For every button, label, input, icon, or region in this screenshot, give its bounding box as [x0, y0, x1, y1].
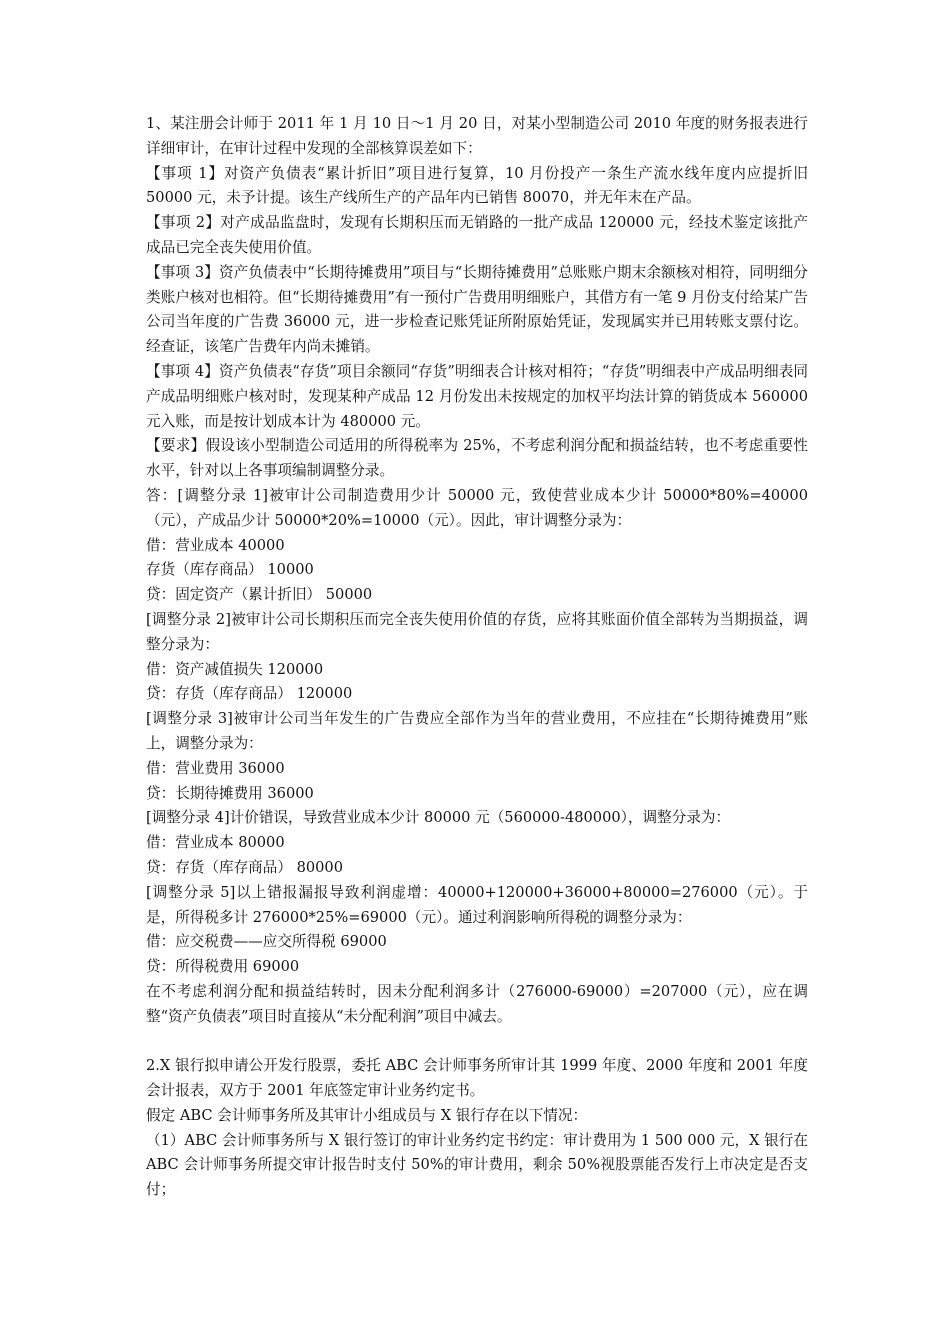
journal-line: 贷：存货（库存商品） 120000: [146, 685, 353, 703]
question-1-intro: 1、某注册会计师于 2011 年 1 月 10 日～1 月 20 日，对某小型制造公司 2010 年度的财务报表进行详细审计，在审计过程中发现的全部核算误差如下：: [146, 115, 808, 157]
item-4: 【事项 4】资产负债表“存货”项目余额同“存货”明细表合计核对相符；“存货”明细表中产成品明细表同产成品明细账户核对时，发现某种产成品 12 月份发出未按规定的加权平均法计算的销货成本 560000 元入账，而是按计划成本计为 480000 元。: [146, 362, 808, 430]
answer-entry-5: [调整分录 5]以上错报漏报导致利润虚增：40000+120000+36000+80000=276000（元）。于是，所得税多计 276000*25%=69000（元）。通过利润影响所得税的调整分录为：: [146, 883, 808, 926]
answer-entry-1: 答：[调整分录 1]被审计公司制造费用少计 50000 元，致使营业成本少计 50000*80%=40000（元），产成品少计 50000*20%=10000（元）。因此，审计调整分录为：: [146, 486, 808, 529]
journal-line: 贷：长期待摊费用 36000: [146, 784, 314, 802]
answer-conclusion: 在不考虑利润分配和损益结转时，因未分配利润多计（276000-69000）=207000（元），应在调整“资产负债表”项目时直接从“未分配利润”项目中减去。: [146, 982, 808, 1025]
journal-line: 贷：固定资产（累计折旧） 50000: [146, 586, 373, 604]
item-2: 【事项 2】对产成品监盘时，发现有长期积压而无销路的一批产成品 120000 元，经技术鉴定该批产成品已完全丧失使用价值。: [146, 214, 808, 256]
item-3: 【事项 3】资产负债表中“长期待摊费用”项目与“长期待摊费用”总账账户期末余额核对相符，同明细分类账户核对也相符。但“长期待摊费用”有一预付广告费用明细账户，其借方有一笔 9 月份支付给某广告公司当年度的广告费 36000 元，进一步检查记账凭证所附原始凭证，发现属实并已用转账支票付讫。 经查证，该笔广告费年内尚未摊销。: [146, 263, 808, 356]
journal-line: 存货（库存商品） 10000: [146, 561, 314, 579]
journal-line: 借：营业成本 80000: [146, 834, 285, 852]
answer-entry-2: [调整分录 2]被审计公司长期积压而完全丧失使用价值的存货，应将其账面价值全部转为当期损益，调整分录为：: [146, 610, 808, 653]
question-2-intro: 2.X 银行拟申请公开发行股票，委托 ABC 会计师事务所审计其 1999 年度、2000 年度和 2001 年度会计报表，双方于 2001 年底签定审计业务约定书。: [146, 1057, 808, 1100]
journal-line: 借：应交税费——应交所得税 69000: [146, 933, 387, 951]
paragraph-gap: [146, 1029, 808, 1054]
question-2-assumption: 假定 ABC 会计师事务所及其审计小组成员与 X 银行存在以下情况：: [146, 1106, 588, 1124]
journal-line: 借：营业费用 36000: [146, 759, 285, 777]
requirement: 【要求】假设该小型制造公司适用的所得税率为 25%，不考虑利润分配和损益结转，也不考虑重要性水平，针对以上各事项编制调整分录。: [146, 437, 808, 480]
item-1: 【事项 1】对资产负债表“累计折旧”项目进行复算，10 月份投产一条生产流水线年度内应提折旧 50000 元，未予计提。该生产线所生产的产品年内已销售 80070，并无年末在产品。: [146, 164, 808, 207]
journal-line: 借：资产减值损失 120000: [146, 660, 324, 678]
answer-entry-3: [调整分录 3]被审计公司当年发生的广告费应全部作为当年的营业费用，不应挂在“长期待摊费用”账上，调整分录为：: [146, 710, 808, 752]
journal-line: 借：营业成本 40000: [146, 536, 285, 554]
journal-line: 贷：所得税费用 69000: [146, 958, 300, 976]
answer-entry-4: [调整分录 4]计价错误，导致营业成本少计 80000 元（560000-480000），调整分录为：: [146, 809, 731, 827]
question-2-case-1: （1）ABC 会计师事务所与 X 银行签订的审计业务约定书约定：审计费用为 1 500 000 元，X 银行在 ABC 会计师事务所提交审计报告时支付 50%的审计费用，剩余 50%视股票能否发行上市决定是否支付；: [146, 1131, 808, 1199]
document-body: [146, 112, 808, 1203]
journal-line: 贷：存货（库存商品） 80000: [146, 858, 344, 876]
